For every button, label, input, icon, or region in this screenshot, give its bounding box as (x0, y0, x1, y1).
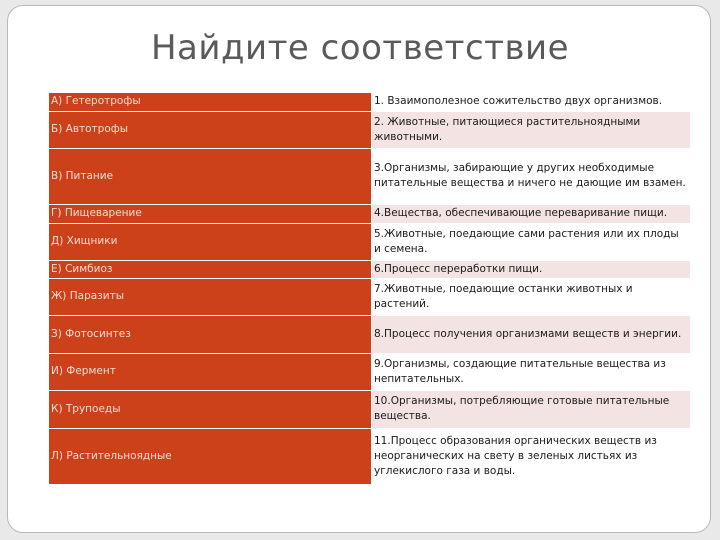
definition-cell: 6.Процесс переработки пищи. (372, 260, 691, 278)
term-cell: Д) Хищники (49, 223, 372, 260)
definition-cell: 4.Вещества, обеспечивающие переваривание пищи. (372, 204, 691, 223)
table-row (49, 260, 690, 278)
definition-cell: 5.Животные, поедающие сами растения или их плоды и семена. (372, 223, 691, 260)
table-row (49, 278, 690, 315)
definition-cell: 11.Процесс образования органических веществ из неорганических на свету в зеленых листьях из углекислого газа и воды. (372, 428, 691, 484)
definition-cell: 8.Процесс получения организмами веществ и энергии. (372, 315, 691, 353)
definition-cell: 1. Взаимополезное сожительство двух организмов. (372, 93, 691, 111)
term-cell: Л) Растительноядные (49, 428, 372, 484)
table-row (49, 353, 690, 390)
table-row (49, 315, 690, 353)
matching-table (49, 93, 690, 485)
term-cell: И) Фермент (49, 353, 372, 390)
term-cell: Г) Пищеварение (49, 204, 372, 223)
table-row (49, 93, 690, 111)
table-row (49, 428, 690, 484)
definition-cell: 9.Организмы, создающие питательные вещества из непитательных. (372, 353, 691, 390)
slide-title: Найдите соответствие (150, 28, 570, 68)
term-cell: В) Питание (49, 148, 372, 204)
table-row (49, 111, 690, 148)
term-cell: Е) Симбиоз (49, 260, 372, 278)
definition-cell: 7.Животные, поедающие останки животных и растений. (372, 278, 691, 315)
definition-cell: 3.Организмы, забирающие у других необходимые питательные вещества и ничего не дающие им взамен. (372, 148, 691, 204)
definition-cell: 10.Организмы, потребляющие готовые питательные вещества. (372, 390, 691, 428)
table-row (49, 148, 690, 204)
term-cell: Ж) Паразиты (49, 278, 372, 315)
table-row (49, 223, 690, 260)
table-row (49, 204, 690, 223)
table-row (49, 390, 690, 428)
term-cell: А) Гетеротрофы (49, 93, 372, 111)
definition-cell: 2. Животные, питающиеся растительноядными животными. (372, 111, 691, 148)
term-cell: К) Трупоеды (49, 390, 372, 428)
term-cell: Б) Автотрофы (49, 111, 372, 148)
term-cell: З) Фотосинтез (49, 315, 372, 353)
slide (7, 5, 711, 533)
